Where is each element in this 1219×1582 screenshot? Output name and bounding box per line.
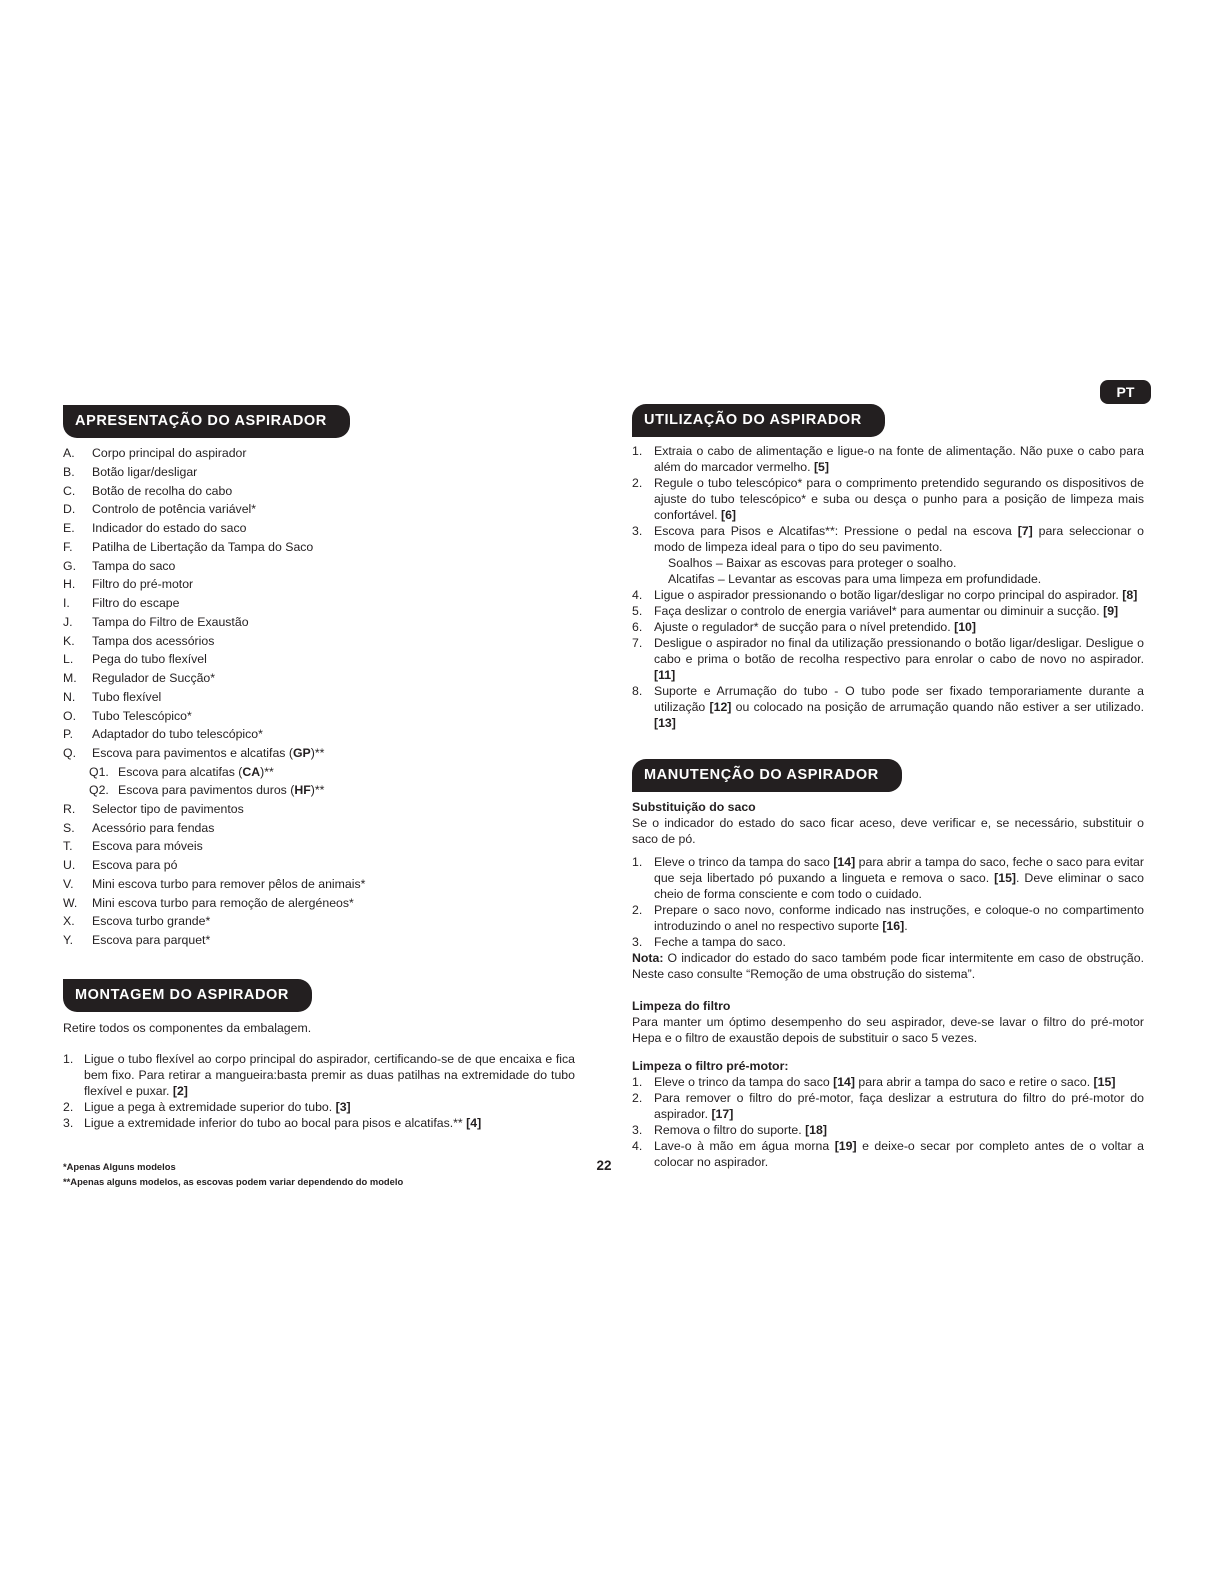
list-item: M. Regulador de Sucção* [63, 671, 216, 685]
filtro-heading: Limpeza do filtro [632, 999, 731, 1013]
list-item: 2. Ligue a pega à extremidade superior do tubo. [3] [63, 1099, 351, 1114]
list-item: O. Tubo Telescópico* [63, 708, 192, 723]
list-item: 7. Desligue o aspirador no final da utilização pressionando o botão ligar/desligar. Desligue o cabo e prima o botão de recolha respectivo para enrolar o cabo de novo no aspirador. [11] [632, 636, 1144, 682]
parts-list [63, 444, 575, 950]
montagem-intro: Retire todos os componentes da embalagem. [63, 1020, 312, 1035]
list-item: H. Filtro do pré-motor [63, 577, 194, 592]
montagem-steps [63, 1051, 575, 1131]
section-title-montagem: MONTAGEM DO ASPIRADOR [63, 979, 312, 1012]
saco-heading: Substituição do saco [632, 800, 756, 814]
list-item: J. Tampa do Filtro de Exaustão [63, 614, 249, 629]
list-item: 2. Regule o tubo telescópico* para o comprimento pretendido segurando os dispositivos de ajuste do tubo telescópico* e suba ou desça o punho para a posição de limpeza mais confortável. [6] [632, 476, 1144, 522]
list-item: Q. Escova para pavimentos e alcatifas (GP)** [63, 746, 325, 760]
list-item: Q1. Escova para alcatifas (CA)** [89, 764, 274, 779]
list-item: Y. Escova para parquet* [63, 933, 211, 947]
language-badge: PT [1100, 380, 1151, 404]
footnote-2: **Apenas alguns modelos, as escovas podem variar dependendo do modelo [63, 1176, 404, 1187]
list-item: D. Controlo de potência variável* [63, 502, 257, 517]
list-item: P. Adaptador do tubo telescópico* [63, 727, 263, 742]
list-item: 3. Ligue a extremidade inferior do tubo ao bocal para pisos e alcatifas.** [4] [63, 1115, 482, 1130]
list-item: 8. Suporte e Arrumação do tubo - O tubo pode ser fixado temporariamente durante a utilização [12] ou colocado na posição de arrumação quando não estiver a ser utilizado. [13] [632, 684, 1144, 730]
list-item: 5. Faça deslizar o controlo de energia variável* para aumentar ou diminuir a sucção. [9] [632, 604, 1119, 618]
section-title-manutencao: MANUTENÇÃO DO ASPIRADOR [632, 759, 902, 792]
left-column [63, 405, 575, 1131]
list-item: K. Tampa dos acessórios [63, 633, 215, 648]
list-item: 1. Eleve o trinco da tampa do saco [14] para abrir a tampa do saco e retire o saco. [15] [632, 1075, 1116, 1089]
list-item: X. Escova turbo grande* [63, 914, 211, 929]
list-item: 3. Feche a tampa do saco. [632, 935, 786, 949]
list-item: C. Botão de recolha do cabo [63, 483, 233, 498]
list-item: L. Pega do tubo flexível [63, 652, 207, 667]
utilizacao-steps [632, 443, 1144, 731]
premotor-heading: Limpeza o filtro pré-motor: [632, 1059, 789, 1073]
list-item: 2. Prepare o saco novo, conforme indicado nas instruções, e coloque-o no compartimento introduzindo o anel no respectivo suporte [16]. [632, 903, 1144, 933]
list-item: 1. Ligue o tubo flexível ao corpo principal do aspirador, certificando-se de que encaixa e fica bem fixo. Para retirar a mangueira:basta premir as duas patilhas na extremidade do tubo flexível e puxar. [2] [63, 1051, 575, 1098]
section-title-apresentacao: APRESENTAÇÃO DO ASPIRADOR [63, 405, 350, 438]
list-item: W. Mini escova turbo para remoção de alergéneos* [63, 895, 354, 910]
list-item: N. Tubo flexível [63, 689, 162, 704]
list-item: 3. Remova o filtro do suporte. [18] [632, 1123, 827, 1137]
list-item: S. Acessório para fendas [63, 820, 215, 835]
section-title-utilizacao: UTILIZAÇÃO DO ASPIRADOR [632, 404, 885, 437]
footnote-1: *Apenas Alguns modelos [63, 1161, 176, 1172]
list-item: 1. Eleve o trinco da tampa do saco [14] para abrir a tampa do saco, feche o saco para evitar que seja libertado pó puxando a lingueta e remova o saco. [15]. Deve eliminar o saco cheio de forma consciente e com todo o cuidado. [632, 855, 1145, 901]
page-number: 22 [596, 1158, 612, 1173]
list-item: I. Filtro do escape [63, 596, 180, 610]
saco-intro: Se o indicador do estado do saco ficar aceso, deve verificar e, se necessário, substituir o saco de pó. [632, 816, 1144, 846]
saco-steps [632, 854, 1144, 950]
nota-paragraph: Nota: O indicador do estado do saco também pode ficar intermitente em caso de obstrução. Neste caso consulte “Remoção de uma obstrução do sistema”. [632, 951, 1144, 981]
list-item: V. Mini escova turbo para remover pêlos de animais* [63, 876, 366, 891]
list-item: B. Botão ligar/desligar [63, 464, 198, 479]
list-item: G. Tampa do saco [63, 558, 176, 573]
list-item: 4. Ligue o aspirador pressionando o botão ligar/desligar no corpo principal do aspirador. [8] [632, 588, 1138, 602]
list-item: 4. Lave-o à mão em água morna [19] e deixe-o secar por completo antes de o voltar a colocar no aspirador. [632, 1139, 1145, 1169]
list-item: F. Patilha de Libertação da Tampa do Saco [63, 539, 314, 554]
list-item: 1. Extraia o cabo de alimentação e ligue-o na fonte de alimentação. Não puxe o cabo para além do marcador vermelho. [5] [632, 444, 1144, 474]
list-item: 2. Para remover o filtro do pré-motor, faça deslizar a estrutura do filtro do pré-motor do aspirador. [17] [632, 1091, 1144, 1121]
list-item: R. Selector tipo de pavimentos [63, 801, 244, 816]
list-item: 6. Ajuste o regulador* de sucção para o nível pretendido. [10] [632, 620, 976, 634]
montagem-section [63, 979, 575, 1131]
right-column [632, 404, 1144, 1170]
premotor-steps [632, 1074, 1144, 1170]
footnotes [63, 1159, 403, 1189]
list-item: U. Escova para pó [63, 858, 178, 872]
list-item: Q2. Escova para pavimentos duros (HF)** [89, 783, 325, 798]
manutencao-section [632, 759, 1144, 1170]
list-item: A. Corpo principal do aspirador [63, 446, 247, 460]
list-item: 3. Escova para Pisos e Alcatifas**: Pressione o pedal na escova [7] para seleccionar o modo de limpeza ideal para o tipo do seu pavimento. Soalhos – Baixar as escovas para proteger o soalho. Alcatifas – Levantar as escovas para uma limpeza em profundidade. [632, 524, 1145, 586]
list-item: E. Indicador do estado do saco [63, 521, 247, 535]
filtro-text: Para manter um óptimo desempenho do seu aspirador, deve-se lavar o filtro do pré-motor Hepa e o filtro de exaustão depois de substituir o saco 5 vezes. [632, 1015, 1144, 1045]
list-item: T. Escova para móveis [63, 839, 203, 854]
